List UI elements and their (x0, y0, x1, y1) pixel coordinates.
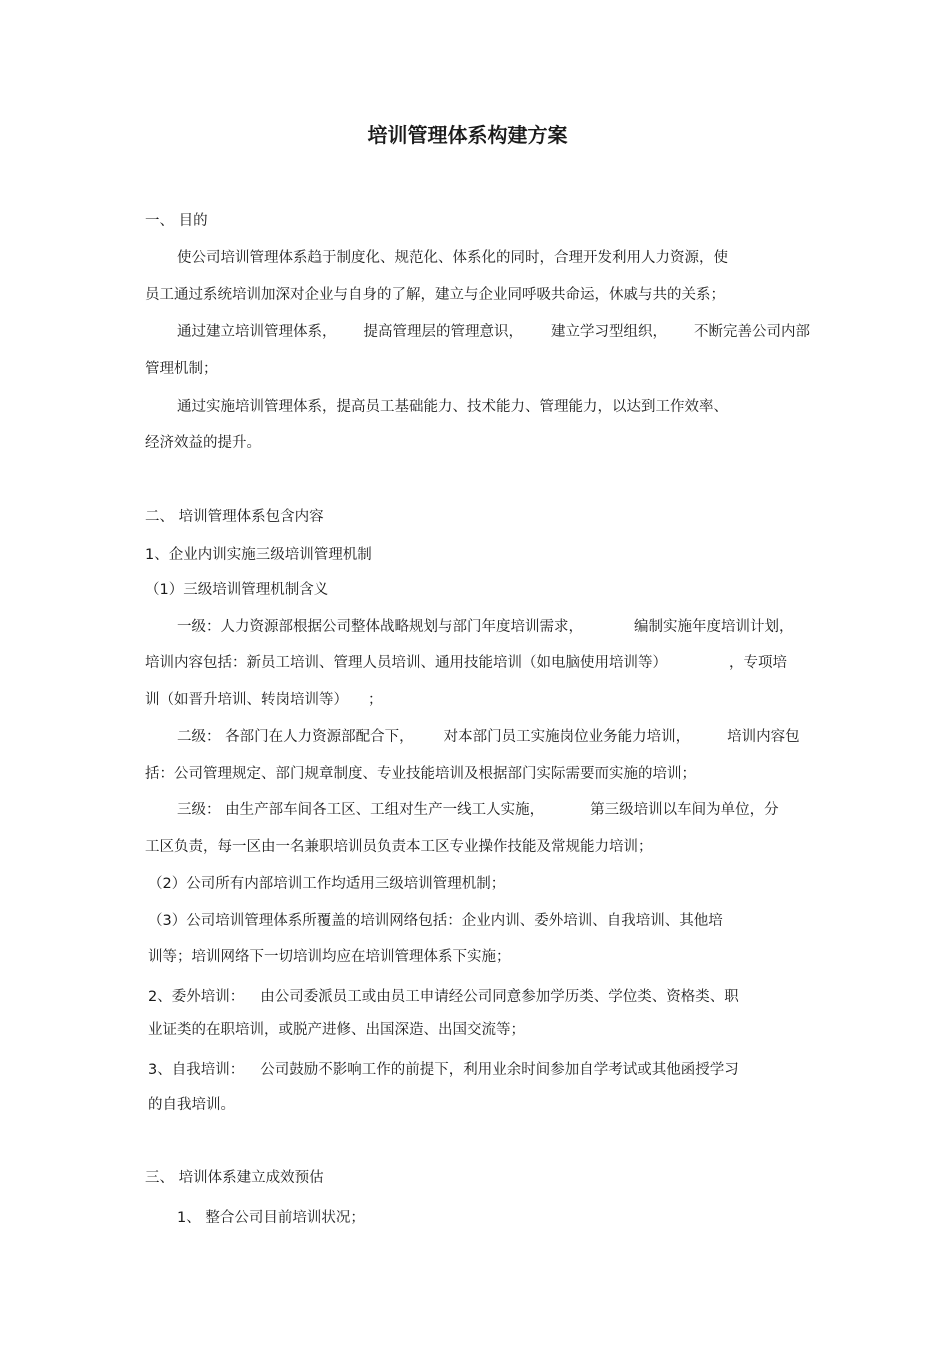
section2-sub1: （1）三级培训管理机制含义 (145, 582, 329, 598)
level1-line3-part-a: 训（如晋升培训、转岗培训等） (145, 692, 348, 708)
section1-p2-part-a: 通过建立培训管理体系， (177, 324, 337, 340)
level2-line2: 括：公司管理规定、部门规章制度、专业技能培训及根据部门实际需要而实施的培训； (145, 766, 696, 782)
level2-part-b: 对本部门员工实施岗位业务能力培训， (443, 729, 691, 745)
item2-text: 由公司委派员工或由员工申请经公司同意参加学历类、学位类、资格类、职 (260, 989, 739, 1005)
item3-label: 3、自我培训： (148, 1062, 245, 1078)
section1-p2-part-c: 建立学习型组织， (551, 324, 667, 340)
level2-line1 (177, 727, 800, 747)
section2-item1: 1、企业内训实施三级培训管理机制 (145, 547, 372, 563)
level2-part-a: 二级： 各部门在人力资源部配合下， (177, 729, 414, 745)
level3-part-a: 三级： 由生产部车间各工区、工组对生产一线工人实施， (177, 802, 545, 818)
level1-part-b: 编制实施年度培训计划， (634, 619, 794, 635)
section1-p2-line1 (177, 322, 810, 342)
section2-item2-line1 (148, 987, 739, 1007)
item2-label: 2、委外培训： (148, 989, 245, 1005)
level3-line1 (177, 800, 779, 820)
section2-sub3-line2: 训等；培训网络下一切培训均应在培训管理体系下实施； (148, 949, 511, 965)
section1-heading: 一、 目的 (145, 213, 208, 229)
section2-item2-line2: 业证类的在职培训，或脱产进修、出国深造、出国交流等； (148, 1022, 525, 1038)
section3-item1: 1、 整合公司目前培训状况； (177, 1210, 365, 1226)
level3-part-b: 第三级培训以车间为单位，分 (590, 802, 779, 818)
section1-p2-part-b: 提高管理层的管理意识， (363, 324, 523, 340)
section3-heading: 三、 培训体系建立成效预估 (145, 1170, 324, 1186)
level1-line2 (145, 653, 787, 673)
level2-part-c: 培训内容包 (727, 729, 800, 745)
level1-line3 (145, 690, 383, 710)
document-title: 培训管理体系构建方案 (367, 123, 568, 147)
section1-p3-line1: 通过实施培训管理体系，提高员工基础能力、技术能力、管理能力，以达到工作效率、 (177, 399, 728, 415)
section1-p1-line1: 使公司培训管理体系趋于制度化、规范化、体系化的同时，合理开发利用人力资源，使 (177, 250, 728, 266)
section2-item3-line1 (148, 1060, 739, 1080)
level3-line2: 工区负责，每一区由一名兼职培训员负责本工区专业操作技能及常规能力培训； (145, 839, 653, 855)
section1-p1-line2: 员工通过系统培训加深对企业与自身的了解，建立与企业同呼吸共命运，休戚与共的关系； (145, 287, 725, 303)
level1-line3-part-b: ； (368, 692, 383, 708)
item3-text: 公司鼓励不影响工作的前提下，利用业余时间参加自学考试或其他函授学习 (260, 1062, 739, 1078)
section2-item3-line2: 的自我培训。 (148, 1097, 235, 1113)
section2-heading: 二、 培训管理体系包含内容 (145, 509, 324, 525)
level1-line2-part-b: ，专项培 (729, 655, 787, 671)
level1-line1 (177, 617, 794, 637)
section1-p2-line2: 管理机制； (145, 361, 218, 377)
level1-part-a: 一级：人力资源部根据公司整体战略规划与部门年度培训需求， (177, 619, 583, 635)
section2-sub3-line1: （3）公司培训管理体系所覆盖的培训网络包括：企业内训、委外培训、自我培训、其他培 (148, 913, 723, 929)
section1-p2-part-d: 不断完善公司内部 (694, 324, 810, 340)
section1-p3-line2: 经济效益的提升。 (145, 435, 261, 451)
level1-line2-part-a: 培训内容包括：新员工培训、管理人员培训、通用技能培训（如电脑使用培训等） (145, 655, 667, 671)
section2-sub2: （2）公司所有内部培训工作均适用三级培训管理机制； (148, 876, 506, 892)
